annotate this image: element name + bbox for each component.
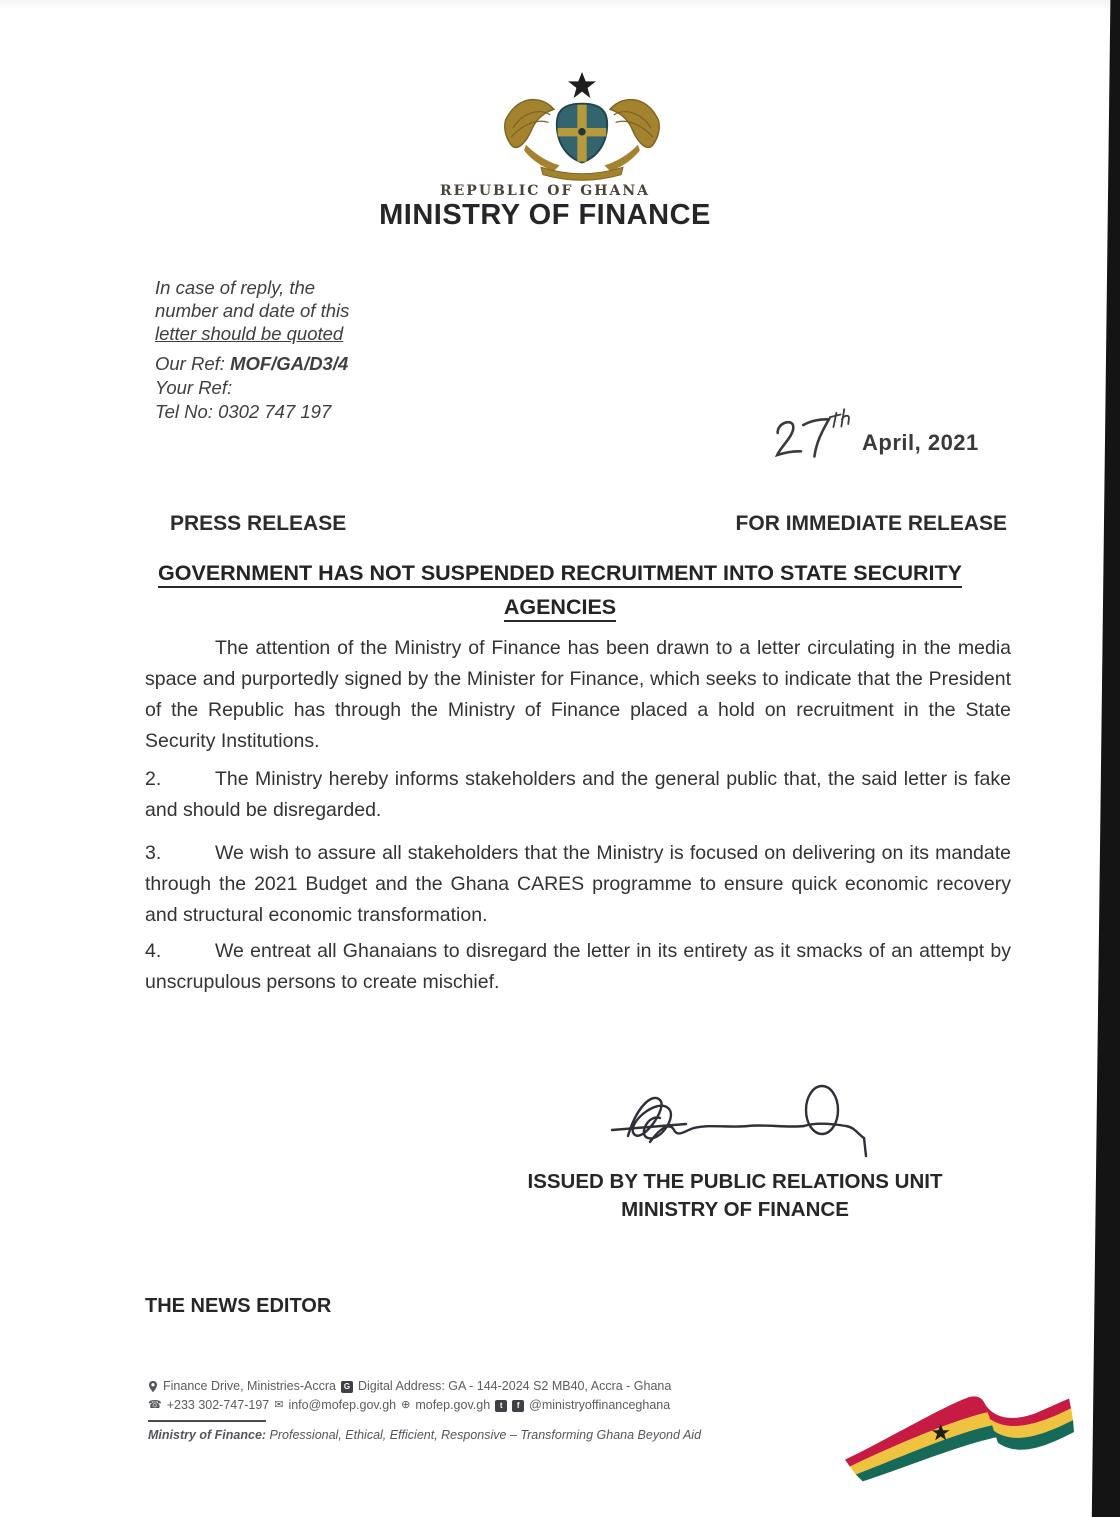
paragraph-4-number: 4. xyxy=(145,940,162,962)
republic-of-ghana-label: REPUBLIC OF GHANA xyxy=(440,183,650,199)
paragraph-3 xyxy=(145,838,1011,931)
phone-number: +233 302-747-197 xyxy=(166,1398,270,1412)
footer-contact-block xyxy=(148,1377,671,1415)
ghanapost-gps-icon: G xyxy=(341,1381,353,1393)
email-icon: ✉ xyxy=(274,1399,284,1411)
paragraph-4 xyxy=(145,936,1011,998)
black-star-icon xyxy=(568,72,596,98)
location-pin-icon xyxy=(148,1380,158,1393)
ghana-coat-of-arms-icon xyxy=(498,72,666,184)
signature-icon xyxy=(590,1078,920,1168)
email-address: info@mofep.gov.gh xyxy=(288,1398,397,1412)
reply-note-line2: number and date of this xyxy=(155,300,350,321)
paragraph-2-text: The Ministry hereby informs stakeholders and the general public that, the said letter is fake and should be disregarded. xyxy=(145,768,1011,821)
twitter-icon: t xyxy=(495,1400,507,1412)
your-ref-line: Your Ref: xyxy=(155,377,233,398)
globe-icon: ⊕ xyxy=(401,1399,411,1411)
headline-line2: AGENCIES xyxy=(504,595,616,622)
typed-date: April, 2021 xyxy=(862,430,979,455)
paragraph-2 xyxy=(145,764,1011,826)
press-release-label: PRESS RELEASE xyxy=(170,512,347,535)
social-handle: @ministryoffinanceghana xyxy=(529,1398,671,1412)
reply-note-line1: In case of reply, the xyxy=(155,277,316,298)
reply-note-line3: letter should be quoted xyxy=(155,323,344,344)
website-url: mofep.gov.gh xyxy=(415,1398,491,1412)
paragraph-2-number: 2. xyxy=(145,768,162,790)
phone-icon: ☎ xyxy=(148,1399,162,1411)
paragraph-1: The attention of the Ministry of Finance has been drawn to a letter circulating in the media space and purportedly signed by the Minister for Finance, which seeks to indicate that the President of the Republic has through the Ministry of Finance placed a hold on recruitment in the State Security Institutions. xyxy=(145,637,1011,752)
our-ref-line: Our Ref: MOF/GA/D3/4 xyxy=(155,353,349,374)
tagline-bold: Ministry of Finance: xyxy=(148,1428,267,1442)
headline xyxy=(0,556,1120,624)
tagline-rest: Professional, Ethical, Efficient, Responsive – Transforming Ghana Beyond Aid xyxy=(266,1428,702,1442)
issued-by-line2: MINISTRY OF FINANCE xyxy=(621,1198,849,1221)
addressee-label: THE NEWS EDITOR xyxy=(145,1295,332,1317)
tel-line: Tel No: 0302 747 197 xyxy=(155,401,332,422)
facebook-icon: f xyxy=(512,1400,524,1412)
ministry-of-finance-title: MINISTRY OF FINANCE xyxy=(379,199,711,231)
issued-by-line1: ISSUED BY THE PUBLIC RELATIONS UNIT xyxy=(527,1170,943,1193)
handwritten-day-icon xyxy=(768,405,872,468)
reference-numbers xyxy=(155,352,348,424)
reply-note xyxy=(155,276,349,345)
digital-address: Digital Address: GA - 144-2024 S2 MB40, Accra - Ghana xyxy=(357,1379,672,1393)
paragraph-3-number: 3. xyxy=(145,842,162,864)
ghana-flag-icon xyxy=(842,1386,1074,1482)
footer-address-row xyxy=(148,1377,671,1396)
paragraph-4-text: We entreat all Ghanaians to disregard the letter in its entirety as it smacks of an attempt by unscrupulous persons to create mischief. xyxy=(145,940,1011,993)
paragraph-3-text: We wish to assure all stakeholders that the Ministry is focused on delivering on its mandate through the 2021 Budget and the Ghana CARES programme to ensure quick economic recovery and structural economic transformation. xyxy=(145,842,1011,926)
issued-by-block xyxy=(420,1168,1050,1224)
footer-divider xyxy=(148,1420,266,1422)
street-address: Finance Drive, Ministries-Accra xyxy=(163,1379,336,1393)
headline-line1: GOVERNMENT HAS NOT SUSPENDED RECRUITMENT INTO STATE SECURITY xyxy=(158,561,962,588)
date-line xyxy=(770,408,1030,468)
our-ref-value: MOF/GA/D3/4 xyxy=(230,353,349,374)
for-immediate-release-label: FOR IMMEDIATE RELEASE xyxy=(735,512,1007,535)
footer-contacts-row xyxy=(148,1396,671,1415)
footer-tagline xyxy=(148,1428,701,1442)
